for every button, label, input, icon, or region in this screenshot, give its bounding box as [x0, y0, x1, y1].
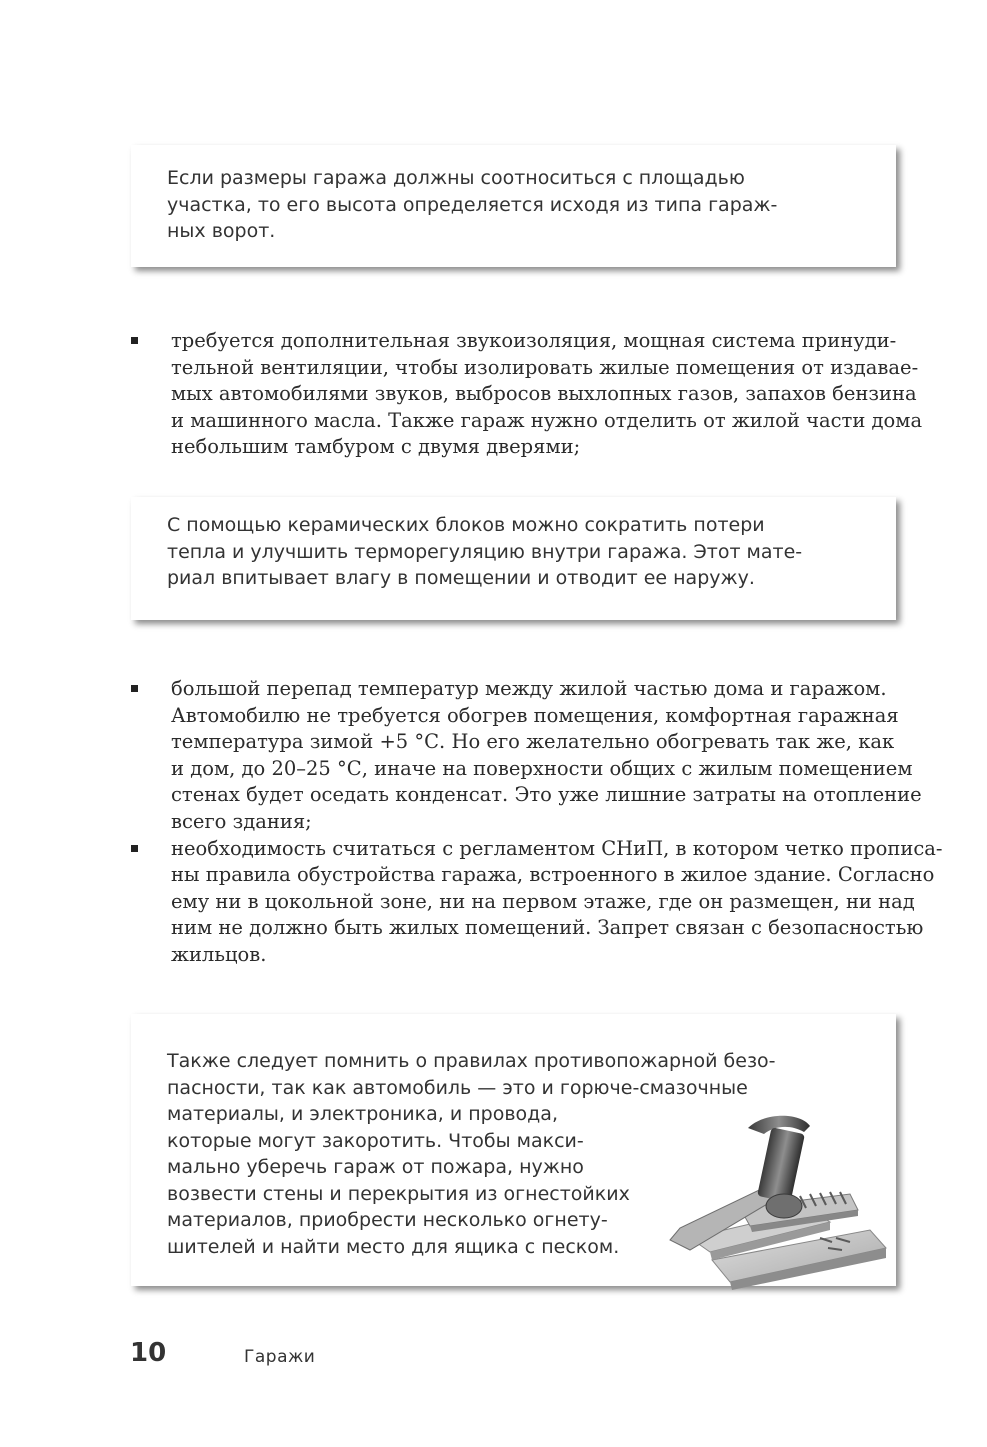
text-line: ему ни в цокольной зоне, ни на первом этаже, где он размещен, ни над — [171, 889, 915, 913]
text-line: всего здания; — [171, 809, 312, 833]
bullet-list-bottom — [131, 676, 943, 969]
text-line: участка, то его высота определяется исходя из типа гараж- — [167, 193, 778, 216]
list-item — [131, 328, 923, 461]
text-line: необходимость считаться с регламентом СНиП, в котором четко прописа- — [171, 836, 943, 860]
text-line: материалов, приобрести несколько огнету- — [167, 1209, 608, 1231]
text-line: температура зимой +5 °С. Но его желательно обогревать так же, как — [171, 730, 895, 754]
list-item — [131, 836, 943, 969]
text-line: ных ворот. — [167, 220, 276, 242]
text-line: небольшим тамбуром с двумя дверями; — [171, 435, 581, 459]
text-line: возвести стены и перекрытия из огнестойких — [167, 1182, 630, 1205]
hammer-nails-wood-image — [660, 1110, 888, 1290]
square-bullet-icon — [131, 685, 138, 692]
text-line: стенах будет оседать конденсат. Это уже лишние затраты на отопление — [171, 783, 922, 807]
square-bullet-icon — [131, 845, 138, 852]
text-line: материалы, и электроника, и провода, — [167, 1103, 558, 1125]
text-line: мых автомобилями звуков, выбросов выхлопных газов, запахов бензина — [171, 382, 917, 406]
text-line: С помощью керамических блоков можно сократить потери — [167, 514, 765, 536]
callout-garage-height — [131, 145, 896, 267]
list-item — [131, 676, 922, 836]
text-line: тельной вентиляции, чтобы изолировать жилые помещения от издавае- — [171, 355, 919, 379]
text-line: мально уберечь гараж от пожара, нужно — [167, 1156, 584, 1178]
text-line: большой перепад температур между жилой частью дома и гаражом. — [171, 677, 887, 700]
square-bullet-icon — [131, 337, 138, 344]
text-line: тепла и улучшить терморегуляцию внутри гаража. Этот мате- — [167, 540, 803, 563]
text-line: Если размеры гаража должны соотноситься с площадью — [167, 167, 745, 189]
text-line: Также следует помнить о правилах противопожарной безо- — [167, 1050, 776, 1072]
text-line: Автомобилю не требуется обогрев помещения, комфортная гаражная — [171, 703, 899, 727]
text-line: шителей и найти место для ящика с песком. — [167, 1235, 620, 1258]
callout-text — [167, 165, 896, 245]
text-line: пасности, так как автомобиль — это и горюче-смазочные — [167, 1076, 748, 1099]
callout-ceramic-blocks — [131, 497, 896, 620]
text-line: и дом, до 20–25 °С, иначе на поверхности общих с жилым помещением — [171, 756, 913, 780]
text-line: требуется дополнительная звукоизоляция, мощная система принуди- — [171, 329, 897, 352]
text-line: риал впитывает влагу в помещении и отводит ее наружу. — [167, 567, 755, 589]
bullet-list-top — [131, 328, 923, 461]
page-number: 10 — [130, 1338, 167, 1368]
callout-text — [167, 512, 896, 592]
text-line: ним не должно быть жилых помещений. Запрет связан с безопасностью — [171, 916, 924, 940]
text-line: ны правила обустройства гаража, встроенного в жилое здание. Согласно — [171, 863, 935, 887]
text-line: и машинного масла. Также гараж нужно отделить от жилой части дома — [171, 408, 923, 432]
text-line: жильцов. — [171, 942, 267, 966]
running-title: Гаражи — [244, 1347, 316, 1367]
text-line: которые могут закоротить. Чтобы макси- — [167, 1129, 584, 1152]
